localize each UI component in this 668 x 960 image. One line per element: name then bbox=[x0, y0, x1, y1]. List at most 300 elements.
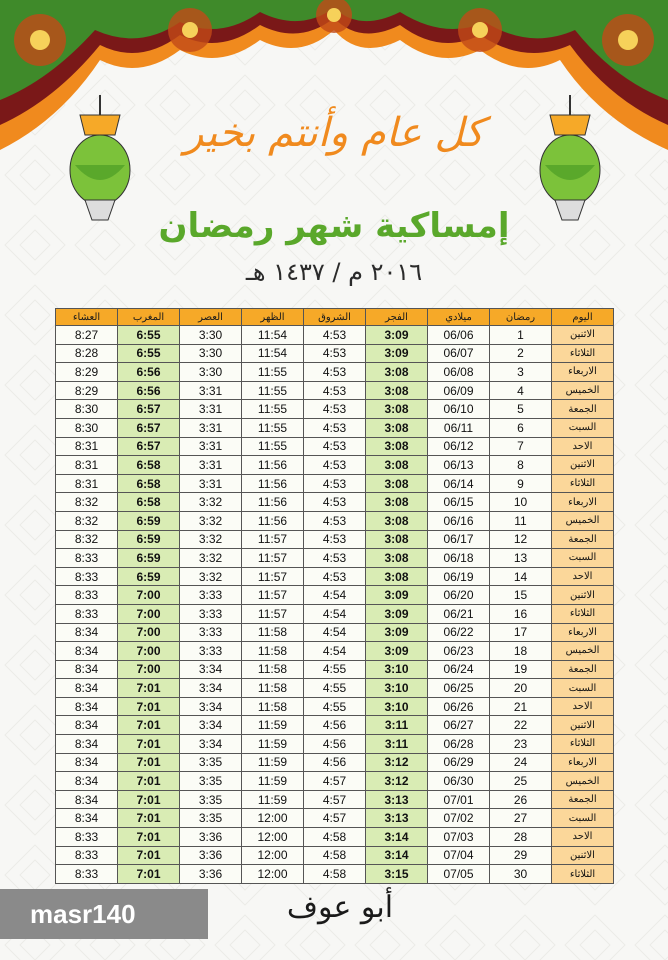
cell-ramadan: 8 bbox=[490, 456, 552, 475]
cell-day: الجمعة bbox=[552, 400, 614, 419]
cell-maghrib: 6:56 bbox=[118, 363, 180, 382]
cell-dhuhr: 12:00 bbox=[242, 846, 304, 865]
cell-maghrib: 7:00 bbox=[118, 623, 180, 642]
cell-dhuhr: 11:56 bbox=[242, 456, 304, 475]
cell-sunrise: 4:53 bbox=[304, 530, 366, 549]
cell-dhuhr: 11:57 bbox=[242, 530, 304, 549]
page-title: إمساكية شهر رمضان bbox=[158, 206, 510, 246]
cell-isha: 8:34 bbox=[56, 623, 118, 642]
cell-asr: 3:33 bbox=[180, 642, 242, 661]
cell-fajr: 3:09 bbox=[366, 642, 428, 661]
cell-dhuhr: 11:59 bbox=[242, 772, 304, 791]
cell-asr: 3:35 bbox=[180, 790, 242, 809]
cell-ramadan: 20 bbox=[490, 679, 552, 698]
cell-fajr: 3:08 bbox=[366, 437, 428, 456]
cell-asr: 3:31 bbox=[180, 437, 242, 456]
cell-maghrib: 6:59 bbox=[118, 567, 180, 586]
cell-sunrise: 4:57 bbox=[304, 790, 366, 809]
cell-dhuhr: 11:59 bbox=[242, 716, 304, 735]
cell-maghrib: 6:58 bbox=[118, 474, 180, 493]
cell-maghrib: 7:01 bbox=[118, 735, 180, 754]
table-row bbox=[56, 456, 614, 475]
cell-asr: 3:35 bbox=[180, 753, 242, 772]
cell-day: الاثنين bbox=[552, 456, 614, 475]
cell-isha: 8:34 bbox=[56, 642, 118, 661]
cell-gregorian: 06/11 bbox=[428, 418, 490, 437]
cell-day: الثلاثاء bbox=[552, 865, 614, 884]
table-row bbox=[56, 400, 614, 419]
cell-asr: 3:31 bbox=[180, 418, 242, 437]
table-body bbox=[56, 326, 614, 884]
cell-ramadan: 14 bbox=[490, 567, 552, 586]
cell-maghrib: 6:55 bbox=[118, 344, 180, 363]
cell-isha: 8:33 bbox=[56, 828, 118, 847]
cell-sunrise: 4:55 bbox=[304, 679, 366, 698]
table-row bbox=[56, 772, 614, 791]
cell-gregorian: 06/22 bbox=[428, 623, 490, 642]
cell-isha: 8:31 bbox=[56, 474, 118, 493]
cell-fajr: 3:08 bbox=[366, 493, 428, 512]
cell-fajr: 3:08 bbox=[366, 400, 428, 419]
cell-fajr: 3:10 bbox=[366, 697, 428, 716]
cell-day: الجمعة bbox=[552, 530, 614, 549]
cell-fajr: 3:08 bbox=[366, 456, 428, 475]
cell-day: الجمعة bbox=[552, 660, 614, 679]
cell-asr: 3:32 bbox=[180, 549, 242, 568]
cell-gregorian: 06/17 bbox=[428, 530, 490, 549]
cell-fajr: 3:11 bbox=[366, 735, 428, 754]
cell-ramadan: 2 bbox=[490, 344, 552, 363]
cell-day: الاربعاء bbox=[552, 753, 614, 772]
cell-isha: 8:33 bbox=[56, 549, 118, 568]
cell-maghrib: 7:00 bbox=[118, 642, 180, 661]
cell-isha: 8:29 bbox=[56, 381, 118, 400]
header-dhuhr: الظهر bbox=[242, 309, 304, 326]
cell-isha: 8:34 bbox=[56, 679, 118, 698]
cell-day: الاحد bbox=[552, 697, 614, 716]
cell-asr: 3:34 bbox=[180, 679, 242, 698]
cell-fajr: 3:08 bbox=[366, 511, 428, 530]
cell-gregorian: 06/16 bbox=[428, 511, 490, 530]
cell-sunrise: 4:57 bbox=[304, 809, 366, 828]
cell-fajr: 3:09 bbox=[366, 604, 428, 623]
cell-ramadan: 25 bbox=[490, 772, 552, 791]
cell-dhuhr: 12:00 bbox=[242, 809, 304, 828]
cell-sunrise: 4:56 bbox=[304, 716, 366, 735]
cell-asr: 3:31 bbox=[180, 381, 242, 400]
cell-asr: 3:31 bbox=[180, 456, 242, 475]
cell-day: الاحد bbox=[552, 828, 614, 847]
cell-ramadan: 21 bbox=[490, 697, 552, 716]
table-header-row bbox=[56, 309, 614, 326]
brand-logo: أبو عوف bbox=[286, 890, 394, 925]
cell-dhuhr: 11:55 bbox=[242, 381, 304, 400]
cell-day: الاثنين bbox=[552, 586, 614, 605]
cell-ramadan: 15 bbox=[490, 586, 552, 605]
cell-dhuhr: 11:54 bbox=[242, 326, 304, 345]
table-row bbox=[56, 828, 614, 847]
cell-isha: 8:33 bbox=[56, 567, 118, 586]
cell-isha: 8:32 bbox=[56, 530, 118, 549]
cell-dhuhr: 11:55 bbox=[242, 437, 304, 456]
cell-asr: 3:34 bbox=[180, 735, 242, 754]
cell-dhuhr: 11:58 bbox=[242, 679, 304, 698]
cell-dhuhr: 11:56 bbox=[242, 493, 304, 512]
cell-sunrise: 4:54 bbox=[304, 586, 366, 605]
cell-ramadan: 19 bbox=[490, 660, 552, 679]
cell-asr: 3:32 bbox=[180, 511, 242, 530]
cell-sunrise: 4:55 bbox=[304, 660, 366, 679]
cell-gregorian: 06/15 bbox=[428, 493, 490, 512]
cell-sunrise: 4:58 bbox=[304, 865, 366, 884]
cell-isha: 8:31 bbox=[56, 456, 118, 475]
header-isha: العشاء bbox=[56, 309, 118, 326]
cell-day: الاثنين bbox=[552, 846, 614, 865]
cell-gregorian: 06/08 bbox=[428, 363, 490, 382]
table-row bbox=[56, 418, 614, 437]
cell-gregorian: 06/30 bbox=[428, 772, 490, 791]
cell-dhuhr: 11:55 bbox=[242, 400, 304, 419]
cell-asr: 3:30 bbox=[180, 363, 242, 382]
cell-fajr: 3:12 bbox=[366, 753, 428, 772]
cell-gregorian: 06/12 bbox=[428, 437, 490, 456]
cell-sunrise: 4:53 bbox=[304, 381, 366, 400]
cell-maghrib: 6:57 bbox=[118, 437, 180, 456]
cell-fajr: 3:09 bbox=[366, 586, 428, 605]
cell-isha: 8:33 bbox=[56, 586, 118, 605]
cell-fajr: 3:08 bbox=[366, 474, 428, 493]
cell-asr: 3:30 bbox=[180, 326, 242, 345]
cell-isha: 8:34 bbox=[56, 716, 118, 735]
table-row bbox=[56, 344, 614, 363]
cell-day: الاحد bbox=[552, 567, 614, 586]
cell-day: السبت bbox=[552, 809, 614, 828]
cell-sunrise: 4:54 bbox=[304, 604, 366, 623]
cell-ramadan: 9 bbox=[490, 474, 552, 493]
cell-day: الاحد bbox=[552, 437, 614, 456]
cell-fajr: 3:08 bbox=[366, 567, 428, 586]
table-row bbox=[56, 679, 614, 698]
header-sunrise: الشروق bbox=[304, 309, 366, 326]
cell-fajr: 3:09 bbox=[366, 326, 428, 345]
cell-gregorian: 06/18 bbox=[428, 549, 490, 568]
cell-dhuhr: 11:56 bbox=[242, 474, 304, 493]
cell-gregorian: 06/06 bbox=[428, 326, 490, 345]
cell-ramadan: 27 bbox=[490, 809, 552, 828]
imsakiya-table-container bbox=[55, 308, 613, 884]
cell-ramadan: 23 bbox=[490, 735, 552, 754]
table-row bbox=[56, 567, 614, 586]
cell-sunrise: 4:53 bbox=[304, 326, 366, 345]
cell-dhuhr: 11:57 bbox=[242, 586, 304, 605]
cell-day: الثلاثاء bbox=[552, 604, 614, 623]
cell-gregorian: 06/09 bbox=[428, 381, 490, 400]
cell-sunrise: 4:53 bbox=[304, 344, 366, 363]
table-row bbox=[56, 604, 614, 623]
cell-isha: 8:28 bbox=[56, 344, 118, 363]
cell-isha: 8:34 bbox=[56, 790, 118, 809]
cell-fajr: 3:09 bbox=[366, 344, 428, 363]
cell-asr: 3:36 bbox=[180, 828, 242, 847]
cell-fajr: 3:14 bbox=[366, 846, 428, 865]
cell-maghrib: 7:01 bbox=[118, 697, 180, 716]
greeting-calligraphy: كل عام وأنتم بخير bbox=[184, 110, 484, 156]
table-row bbox=[56, 735, 614, 754]
table-row bbox=[56, 642, 614, 661]
cell-sunrise: 4:53 bbox=[304, 363, 366, 382]
cell-maghrib: 7:01 bbox=[118, 753, 180, 772]
cell-ramadan: 26 bbox=[490, 790, 552, 809]
table-row bbox=[56, 790, 614, 809]
table-row bbox=[56, 437, 614, 456]
cell-ramadan: 6 bbox=[490, 418, 552, 437]
cell-asr: 3:33 bbox=[180, 623, 242, 642]
cell-dhuhr: 11:59 bbox=[242, 753, 304, 772]
cell-gregorian: 06/23 bbox=[428, 642, 490, 661]
cell-isha: 8:32 bbox=[56, 493, 118, 512]
cell-ramadan: 4 bbox=[490, 381, 552, 400]
cell-ramadan: 16 bbox=[490, 604, 552, 623]
cell-dhuhr: 12:00 bbox=[242, 865, 304, 884]
header-day: اليوم bbox=[552, 309, 614, 326]
cell-ramadan: 13 bbox=[490, 549, 552, 568]
cell-day: الاربعاء bbox=[552, 623, 614, 642]
cell-asr: 3:36 bbox=[180, 865, 242, 884]
cell-asr: 3:35 bbox=[180, 809, 242, 828]
cell-gregorian: 06/19 bbox=[428, 567, 490, 586]
cell-sunrise: 4:53 bbox=[304, 474, 366, 493]
cell-sunrise: 4:53 bbox=[304, 400, 366, 419]
table-row bbox=[56, 493, 614, 512]
cell-asr: 3:31 bbox=[180, 400, 242, 419]
cell-asr: 3:35 bbox=[180, 772, 242, 791]
table-row bbox=[56, 716, 614, 735]
cell-asr: 3:32 bbox=[180, 493, 242, 512]
cell-day: الثلاثاء bbox=[552, 735, 614, 754]
cell-day: الجمعة bbox=[552, 790, 614, 809]
cell-sunrise: 4:53 bbox=[304, 567, 366, 586]
cell-asr: 3:33 bbox=[180, 586, 242, 605]
cell-sunrise: 4:56 bbox=[304, 753, 366, 772]
cell-sunrise: 4:53 bbox=[304, 549, 366, 568]
table-row bbox=[56, 363, 614, 382]
cell-dhuhr: 11:59 bbox=[242, 790, 304, 809]
cell-sunrise: 4:53 bbox=[304, 493, 366, 512]
cell-dhuhr: 11:57 bbox=[242, 549, 304, 568]
cell-maghrib: 7:01 bbox=[118, 828, 180, 847]
cell-dhuhr: 11:57 bbox=[242, 567, 304, 586]
cell-gregorian: 06/10 bbox=[428, 400, 490, 419]
cell-maghrib: 6:59 bbox=[118, 530, 180, 549]
cell-maghrib: 6:59 bbox=[118, 511, 180, 530]
cell-ramadan: 3 bbox=[490, 363, 552, 382]
cell-isha: 8:29 bbox=[56, 363, 118, 382]
cell-isha: 8:27 bbox=[56, 326, 118, 345]
header-ramadan: رمضان bbox=[490, 309, 552, 326]
cell-maghrib: 6:57 bbox=[118, 400, 180, 419]
cell-gregorian: 06/29 bbox=[428, 753, 490, 772]
cell-isha: 8:33 bbox=[56, 604, 118, 623]
cell-day: الاربعاء bbox=[552, 363, 614, 382]
cell-ramadan: 10 bbox=[490, 493, 552, 512]
cell-gregorian: 06/24 bbox=[428, 660, 490, 679]
cell-dhuhr: 11:58 bbox=[242, 642, 304, 661]
cell-sunrise: 4:53 bbox=[304, 437, 366, 456]
cell-sunrise: 4:58 bbox=[304, 846, 366, 865]
cell-ramadan: 5 bbox=[490, 400, 552, 419]
header-maghrib: المغرب bbox=[118, 309, 180, 326]
table-row bbox=[56, 326, 614, 345]
cell-dhuhr: 11:57 bbox=[242, 604, 304, 623]
cell-fajr: 3:15 bbox=[366, 865, 428, 884]
cell-fajr: 3:12 bbox=[366, 772, 428, 791]
cell-isha: 8:30 bbox=[56, 418, 118, 437]
cell-isha: 8:34 bbox=[56, 660, 118, 679]
cell-day: السبت bbox=[552, 549, 614, 568]
cell-day: الخميس bbox=[552, 772, 614, 791]
cell-sunrise: 4:57 bbox=[304, 772, 366, 791]
cell-isha: 8:34 bbox=[56, 753, 118, 772]
table-row bbox=[56, 586, 614, 605]
cell-dhuhr: 11:58 bbox=[242, 623, 304, 642]
cell-day: الثلاثاء bbox=[552, 344, 614, 363]
cell-asr: 3:34 bbox=[180, 660, 242, 679]
cell-maghrib: 7:01 bbox=[118, 716, 180, 735]
cell-day: الخميس bbox=[552, 511, 614, 530]
table-row bbox=[56, 474, 614, 493]
table-row bbox=[56, 549, 614, 568]
cell-fajr: 3:14 bbox=[366, 828, 428, 847]
cell-sunrise: 4:53 bbox=[304, 456, 366, 475]
cell-gregorian: 06/14 bbox=[428, 474, 490, 493]
cell-maghrib: 6:58 bbox=[118, 456, 180, 475]
cell-ramadan: 22 bbox=[490, 716, 552, 735]
cell-ramadan: 30 bbox=[490, 865, 552, 884]
cell-dhuhr: 12:00 bbox=[242, 828, 304, 847]
cell-day: الخميس bbox=[552, 381, 614, 400]
cell-isha: 8:34 bbox=[56, 772, 118, 791]
cell-ramadan: 18 bbox=[490, 642, 552, 661]
cell-ramadan: 17 bbox=[490, 623, 552, 642]
cell-maghrib: 7:01 bbox=[118, 865, 180, 884]
date-subtitle: ٢٠١٦ م / ١٤٣٧ هـ bbox=[245, 258, 423, 286]
cell-gregorian: 07/05 bbox=[428, 865, 490, 884]
cell-fajr: 3:10 bbox=[366, 679, 428, 698]
cell-day: الثلاثاء bbox=[552, 474, 614, 493]
cell-maghrib: 6:56 bbox=[118, 381, 180, 400]
imsakiya-table bbox=[55, 308, 614, 884]
table-row bbox=[56, 809, 614, 828]
cell-asr: 3:31 bbox=[180, 474, 242, 493]
cell-dhuhr: 11:55 bbox=[242, 418, 304, 437]
cell-asr: 3:36 bbox=[180, 846, 242, 865]
cell-maghrib: 6:55 bbox=[118, 326, 180, 345]
cell-isha: 8:32 bbox=[56, 511, 118, 530]
cell-gregorian: 06/07 bbox=[428, 344, 490, 363]
cell-dhuhr: 11:54 bbox=[242, 344, 304, 363]
cell-gregorian: 06/20 bbox=[428, 586, 490, 605]
cell-gregorian: 07/02 bbox=[428, 809, 490, 828]
table-row bbox=[56, 865, 614, 884]
cell-sunrise: 4:54 bbox=[304, 623, 366, 642]
cell-asr: 3:30 bbox=[180, 344, 242, 363]
cell-gregorian: 06/21 bbox=[428, 604, 490, 623]
cell-maghrib: 6:59 bbox=[118, 549, 180, 568]
table-row bbox=[56, 846, 614, 865]
cell-sunrise: 4:53 bbox=[304, 418, 366, 437]
cell-gregorian: 06/25 bbox=[428, 679, 490, 698]
cell-ramadan: 1 bbox=[490, 326, 552, 345]
cell-gregorian: 07/01 bbox=[428, 790, 490, 809]
cell-dhuhr: 11:55 bbox=[242, 363, 304, 382]
cell-maghrib: 6:58 bbox=[118, 493, 180, 512]
cell-sunrise: 4:54 bbox=[304, 642, 366, 661]
cell-day: الاثنين bbox=[552, 716, 614, 735]
cell-gregorian: 06/28 bbox=[428, 735, 490, 754]
header-gregorian: ميلادي bbox=[428, 309, 490, 326]
cell-dhuhr: 11:59 bbox=[242, 735, 304, 754]
cell-fajr: 3:08 bbox=[366, 381, 428, 400]
cell-dhuhr: 11:58 bbox=[242, 660, 304, 679]
cell-gregorian: 07/03 bbox=[428, 828, 490, 847]
cell-fajr: 3:11 bbox=[366, 716, 428, 735]
cell-maghrib: 7:01 bbox=[118, 772, 180, 791]
cell-isha: 8:33 bbox=[56, 846, 118, 865]
watermark: masr140 bbox=[0, 889, 208, 939]
table-row bbox=[56, 660, 614, 679]
cell-ramadan: 7 bbox=[490, 437, 552, 456]
cell-isha: 8:30 bbox=[56, 400, 118, 419]
cell-maghrib: 7:01 bbox=[118, 790, 180, 809]
cell-fajr: 3:13 bbox=[366, 790, 428, 809]
cell-maghrib: 7:00 bbox=[118, 586, 180, 605]
cell-maghrib: 7:00 bbox=[118, 604, 180, 623]
table-row bbox=[56, 381, 614, 400]
cell-fajr: 3:08 bbox=[366, 418, 428, 437]
cell-asr: 3:32 bbox=[180, 567, 242, 586]
cell-day: الاربعاء bbox=[552, 493, 614, 512]
cell-fajr: 3:09 bbox=[366, 623, 428, 642]
cell-sunrise: 4:53 bbox=[304, 511, 366, 530]
cell-asr: 3:32 bbox=[180, 530, 242, 549]
cell-ramadan: 12 bbox=[490, 530, 552, 549]
cell-day: الاثنين bbox=[552, 326, 614, 345]
cell-dhuhr: 11:58 bbox=[242, 697, 304, 716]
cell-fajr: 3:10 bbox=[366, 660, 428, 679]
cell-gregorian: 07/04 bbox=[428, 846, 490, 865]
cell-isha: 8:31 bbox=[56, 437, 118, 456]
cell-maghrib: 7:01 bbox=[118, 679, 180, 698]
cell-fajr: 3:13 bbox=[366, 809, 428, 828]
header-fajr: الفجر bbox=[366, 309, 428, 326]
cell-ramadan: 11 bbox=[490, 511, 552, 530]
cell-gregorian: 06/26 bbox=[428, 697, 490, 716]
cell-day: الخميس bbox=[552, 642, 614, 661]
cell-fajr: 3:08 bbox=[366, 549, 428, 568]
cell-asr: 3:34 bbox=[180, 697, 242, 716]
cell-isha: 8:33 bbox=[56, 865, 118, 884]
cell-asr: 3:34 bbox=[180, 716, 242, 735]
cell-ramadan: 29 bbox=[490, 846, 552, 865]
cell-maghrib: 7:01 bbox=[118, 846, 180, 865]
cell-asr: 3:33 bbox=[180, 604, 242, 623]
cell-dhuhr: 11:56 bbox=[242, 511, 304, 530]
cell-gregorian: 06/27 bbox=[428, 716, 490, 735]
cell-isha: 8:34 bbox=[56, 809, 118, 828]
cell-sunrise: 4:55 bbox=[304, 697, 366, 716]
cell-maghrib: 6:57 bbox=[118, 418, 180, 437]
table-row bbox=[56, 530, 614, 549]
